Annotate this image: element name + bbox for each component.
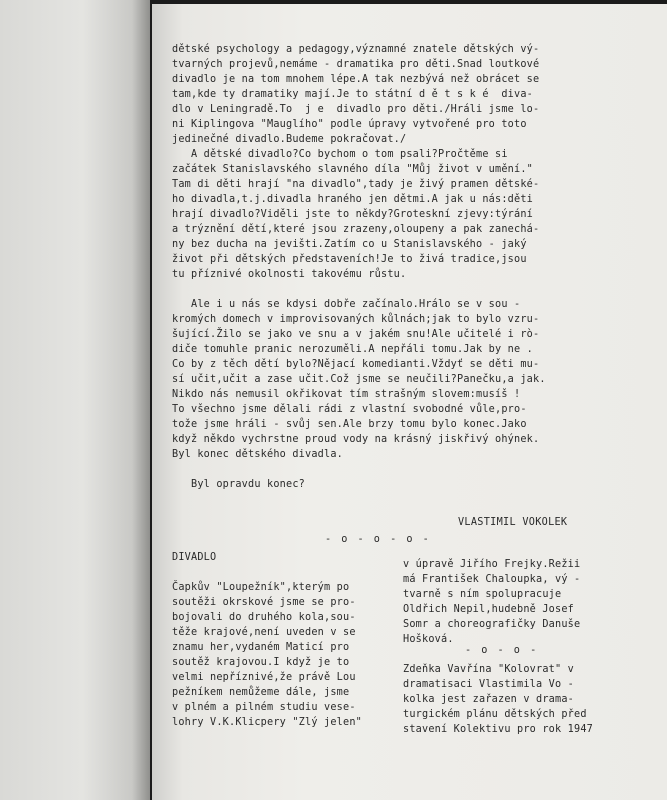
text-line: dlo v Leningradě.To j e divadlo pro děti./Hráli jsme lo-: [172, 104, 540, 115]
text-line: život při dětských představeních!Je to živá tradice,jsou: [172, 254, 527, 265]
text-line: v úpravě Jiřího Frejky.Režii: [403, 559, 581, 570]
text-line: lohry V.K.Klicpery "Zlý jelen": [172, 717, 363, 728]
text-line: DIVADLO: [172, 552, 217, 563]
text-line: Tam di děti hrají "na divadlo",tady je živý pramen dětské-: [172, 179, 540, 190]
text-line: dramatisaci Vlastimila Vo -: [403, 679, 575, 690]
main-article-text: [172, 42, 546, 492]
left-column-text: [172, 550, 362, 730]
text-line: jedinečné divadlo.Budeme pokračovat./: [172, 134, 407, 145]
text-line: v plném a pilném studiu vese-: [172, 702, 356, 713]
text-line: tvarných projevů,nemáme - dramatika pro děti.Snad loutkové: [172, 59, 540, 70]
text-line: soutěži okrskové jsme se pro-: [172, 597, 356, 608]
text-line: pežníkem nemůžeme dále, jsme: [172, 687, 350, 698]
text-line: divadlo je na tom mnohem lépe.A tak nezbývá než obrácet se: [172, 74, 540, 85]
text-line: ni Kiplingova "Mauglího" podle úpravy vytvořené pro toto: [172, 119, 527, 130]
text-line: A dětské divadlo?Co bychom o tom psali?Pročtěme si: [172, 149, 508, 160]
text-line: Ale i u nás se kdysi dobře začínalo.Hrálo se v sou -: [172, 299, 521, 310]
text-line: Hošková.: [403, 634, 454, 645]
text-line: [172, 462, 546, 477]
text-line: Co by z těch dětí bylo?Nějací komedianti.Vždyť se děti mu-: [172, 359, 540, 370]
text-line: turgickém plánu dětských před: [403, 709, 587, 720]
right-column-text-b: [403, 662, 593, 737]
text-line: tvarně s ním spolupracuje: [403, 589, 562, 600]
text-line: těže krajové,není uveden v se: [172, 627, 356, 638]
text-line: sí učit,učit a zase učit.Což jsme se neučili?Panečku,a jak.: [172, 374, 546, 385]
text-line: Byl opravdu konec?: [172, 479, 306, 490]
author-signature: VLASTIMIL VOKOLEK: [458, 517, 568, 528]
text-line: tože jsme hráli - svůj sen.Ale brzy tomu bylo konec.Jako: [172, 419, 527, 430]
text-line: kromých domech v improvisovaných kůlnách;jak to bylo vzru-: [172, 314, 540, 325]
text-line: Oldřich Nepil,hudebně Josef: [403, 604, 575, 615]
text-line: diče tomuhle pranic nerozuměli.A nepřáli tomu.Jak by ne .: [172, 344, 534, 355]
text-line: ho divadla,t.j.divadla hraného jen dětmi.A jak u nás:děti: [172, 194, 534, 205]
text-line: bojovali do druhého kola,sou-: [172, 612, 356, 623]
right-column-text-a: [403, 557, 580, 647]
text-line: velmi nepříznivé,že právě Lou: [172, 672, 356, 683]
text-line: To všechno jsme dělali rádi z vlastní svobodné vůle,pro-: [172, 404, 527, 415]
text-line: Zdeňka Vavřína "Kolovrat" v: [403, 664, 575, 675]
text-line: Čapkův "Loupežník",kterým po: [172, 582, 350, 593]
text-line: Byl konec dětského divadla.: [172, 449, 344, 460]
text-line: dětské psychology a pedagogy,významné znatele dětských vý-: [172, 44, 540, 55]
text-line: znamu her,vydaném Maticí pro: [172, 642, 350, 653]
left-book-page: [0, 0, 150, 800]
text-line: tam,kde ty dramatiky mají.Je to státní d ě t s k é diva-: [172, 89, 534, 100]
text-line: Somr a choreografičky Danuše: [403, 619, 581, 630]
text-line: stavení Kolektivu pro rok 1947: [403, 724, 594, 735]
text-line: tu příznivé okolnosti takovému růstu.: [172, 269, 407, 280]
text-line: [172, 565, 362, 580]
text-line: kolka jest zařazen v drama-: [403, 694, 575, 705]
text-line: když někdo vychrstne proud vody na krásný jiskřivý ohýnek.: [172, 434, 540, 445]
section-divider: - o - o - o -: [325, 534, 431, 545]
text-line: má František Chaloupka, vý -: [403, 574, 581, 585]
text-line: [172, 282, 546, 297]
text-line: Nikdo nás nemusil okřikovat tím strašným slovem:musíš !: [172, 389, 521, 400]
text-line: soutěž krajovou.I když je to: [172, 657, 350, 668]
text-line: začátek Stanislavského slavného díla "Můj život v umění.": [172, 164, 534, 175]
text-line: ny bez ducha na jevišti.Zatím co u Stanislavského - jaký: [172, 239, 527, 250]
text-line: a trýznění dětí,které jsou zrazeny,oloupeny a pak zanechá-: [172, 224, 540, 235]
text-line: hrají divadlo?Viděli jste to někdy?Groteskní zjevy:týrání: [172, 209, 534, 220]
column-divider: - o - o -: [465, 645, 539, 656]
text-line: šující.Žilo se jako ve snu a v jakém snu!Ale učitelé i rò-: [172, 329, 540, 340]
